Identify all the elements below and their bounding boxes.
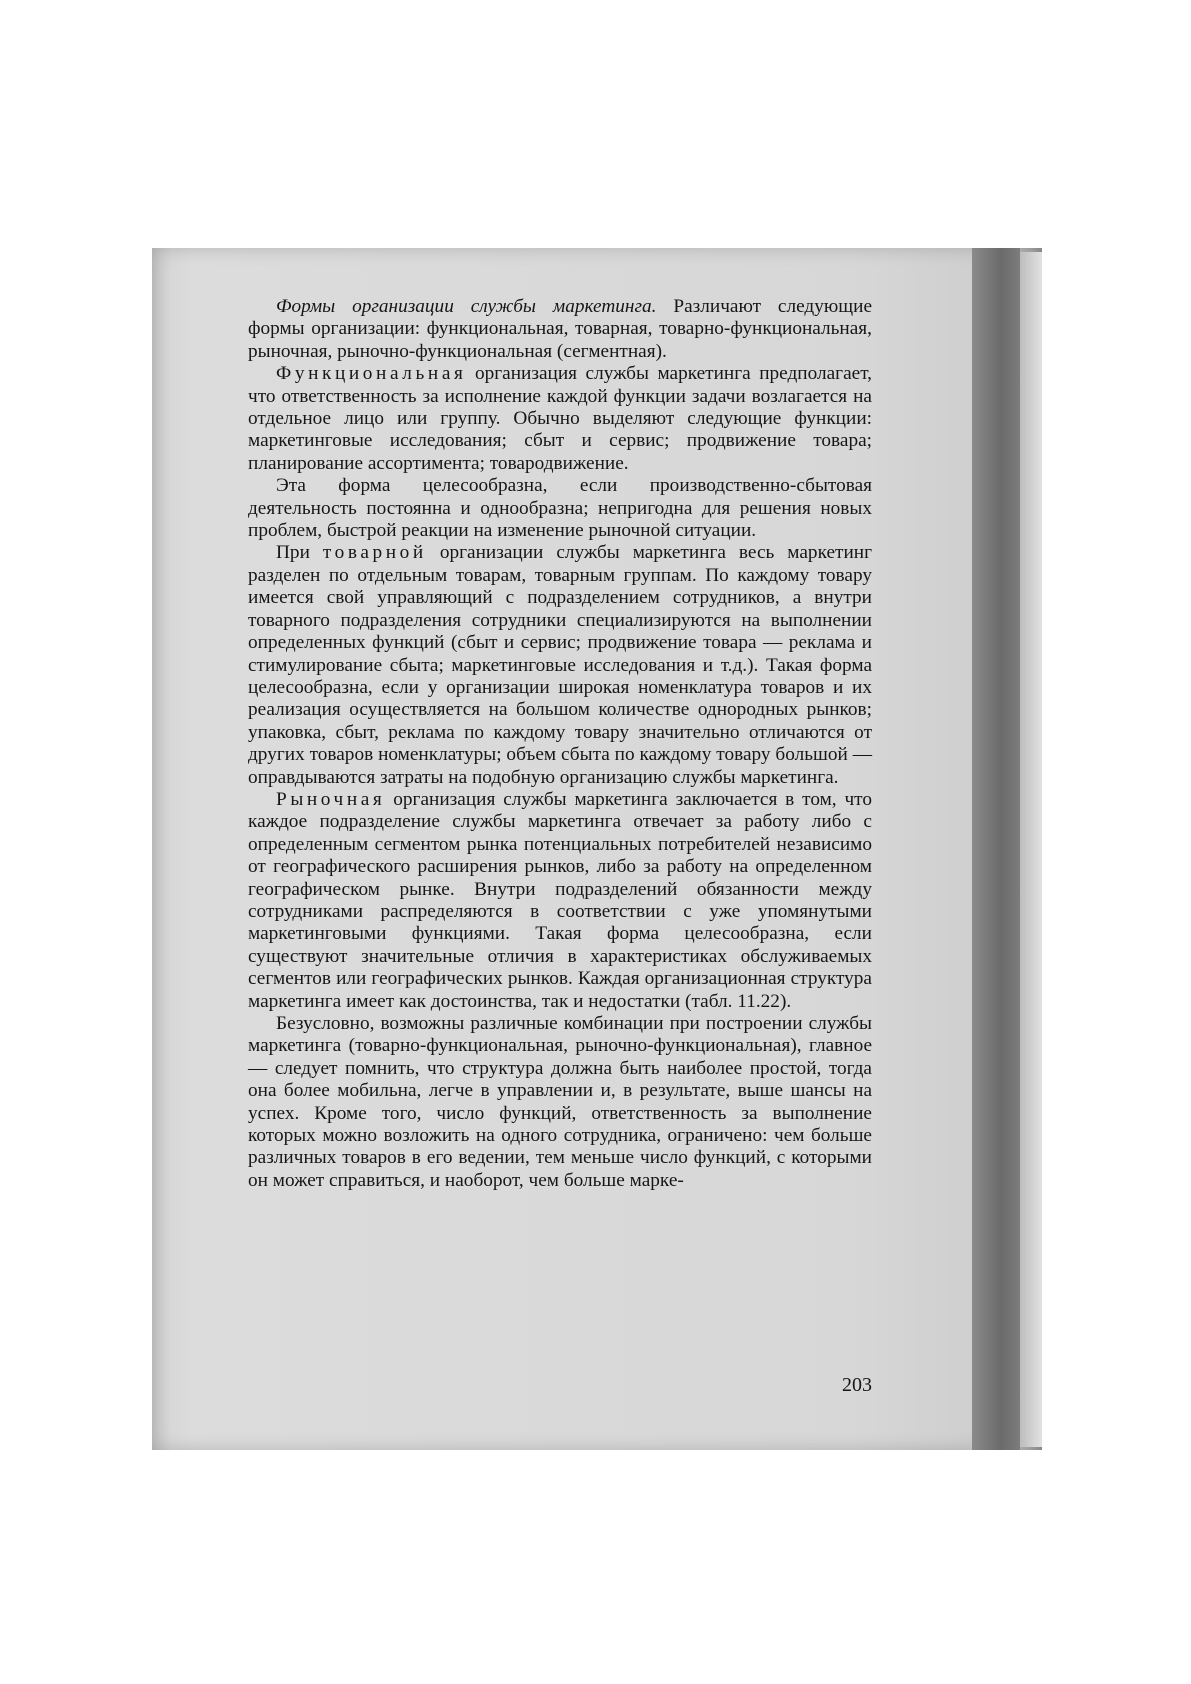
body-text — [248, 296, 872, 1192]
paragraph-text: Различают следующие формы организации: функциональная, товарная, товарно-функциональная, рыночная, рыночно-функциональная (сегментная). — [248, 296, 872, 362]
paragraph-text: организация службы маркетинга заключается в том, что каждое подразделение службы маркетинга отвечает за работу либо с определенным сегментом рынка потенциальных потребителей независимо от географического расширения рынков, либо за работу на определенном географическом рынке. Внутри подразделений обязанности между сотрудниками распределяются в соответствии с уже упомянутыми маркетинговыми функциями. Такая форма целесообразна, если существуют значительные отличия в характеристиках обслуживаемых сегментов или географических рынков. Каждая организационная структура маркетинга имеет как достоинства, так и недостатки (табл. 11.22). — [248, 788, 872, 1012]
paragraph-text: организации службы маркетинга весь маркетинг разделен по отдельным товарам, товарным группам. По каждому товару имеется свой управляющий с подразделением сотрудников, а внутри товарного подразделения сотрудники специализируются на выполнении определенных функций (сбыт и сервис; продвижение товара — реклама и стимулирование сбыта; маркетинговые исследования и т.д.). Такая форма целесообразна, если у организации широкая номенклатура товаров и их реализация осуществляется на большом количестве однородных рынков; упаковка, сбыт, реклама по каждому товару значительно отличаются от других товаров номенклатуры; объем сбыта по каждому товару большой — оправдываются затраты на подобную организацию службы маркетинга. — [248, 542, 872, 788]
paragraph-product — [248, 542, 872, 788]
page-edge — [1020, 252, 1042, 1447]
paragraph-text: При — [276, 542, 323, 564]
book-spine-shadow — [972, 248, 1020, 1450]
spaced-term: Функциональная — [276, 363, 467, 385]
spaced-term: товарной — [322, 542, 427, 564]
paragraph-forms — [248, 296, 872, 363]
paragraph-functional — [248, 363, 872, 475]
paragraph-text: организация службы маркетинга предполагает, что ответственность за исполнение каждой функции задачи возлагается на отдельное лицо или группу. Обычно выделяют следующие функции: маркетинговые исследования; сбыт и сервис; продвижение товара; планирование ассортимента; товародвижение. — [248, 363, 872, 474]
paragraph-lead: Формы организации службы маркетинга. — [276, 296, 657, 317]
page-number: 203 — [842, 1374, 872, 1396]
paragraph-suitability: Эта форма целесообразна, если производственно-сбытовая деятельность постоянна и однообразна; непригодна для решения новых проблем, быстрой реакции на изменение рыночной ситуации. — [248, 475, 872, 542]
paragraph-combinations: Безусловно, возможны различные комбинации при построении службы маркетинга (товарно-функциональная, рыночно-функциональная), главное — следует помнить, что структура должна быть наиболее простой, тогда она более мобильна, легче в управлении и, в результате, выше шансы на успех. Кроме того, число функций, ответственность за выполнение которых можно возложить на одного сотрудника, ограничено: чем больше различных товаров в его ведении, тем меньше число функций, с которыми он может справиться, и наоборот, чем больше марке- — [248, 1013, 872, 1191]
paragraph-market — [248, 789, 872, 1013]
spaced-term: Рыночная — [276, 788, 386, 810]
